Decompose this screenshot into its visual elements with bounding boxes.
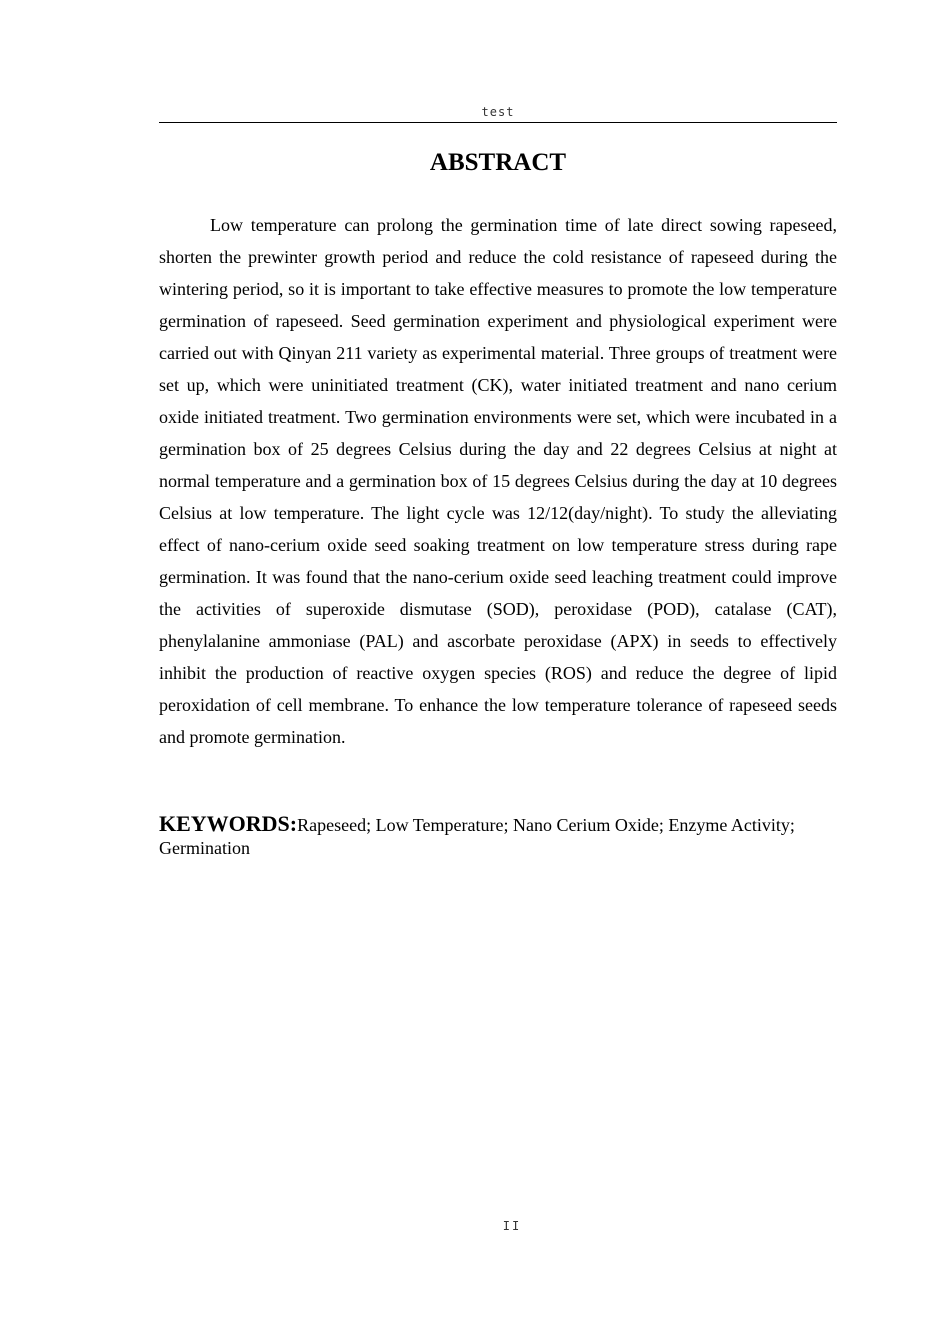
page-number: II bbox=[502, 1219, 522, 1233]
keywords-label: KEYWORDS: bbox=[159, 811, 298, 836]
abstract-title: ABSTRACT bbox=[429, 149, 567, 176]
running-header: test bbox=[481, 105, 515, 119]
header-rule bbox=[159, 122, 837, 123]
abstract-body: Low temperature can prolong the germination time of late direct sowing rapeseed, shorten the prewinter growth period and reduce the cold resistance of rapeseed during the wintering period, so it is important to take effective measures to promote the low temperature germination of rapeseed. Seed germination experiment and physiological experiment were carried out with Qinyan 211 variety as experimental material. Three groups of treatment were set up, which were uninitiated treatment (CK), water initiated treatment and nano cerium oxide initiated treatment. Two germination environments were set, which were incubated in a germination box of 25 degrees Celsius during the day and 22 degrees Celsius at night at normal temperature and a germination box of 15 degrees Celsius during the day at 10 degrees Celsius at low temperature. The light cycle was 12/12(day/night). To study the alleviating effect of nano-cerium oxide seed soaking treatment on low temperature stress during rape germination. It was found that the nano-cerium oxide seed leaching treatment could improve the activities of superoxide dismutase (SOD), peroxidase (POD), catalase (CAT), phenylalanine ammoniase (PAL) and ascorbate peroxidase (APX) in seeds to effectively inhibit the production of reactive oxygen species (ROS) and reduce the degree of lipid peroxidation of cell membrane. To enhance the low temperature tolerance of rapeseed seeds and promote germination. bbox=[159, 215, 837, 747]
keywords-paragraph bbox=[159, 812, 799, 860]
keywords-text: Rapeseed; Low Temperature; Nano Cerium Oxide; Enzyme Activity; Germination bbox=[159, 815, 795, 858]
